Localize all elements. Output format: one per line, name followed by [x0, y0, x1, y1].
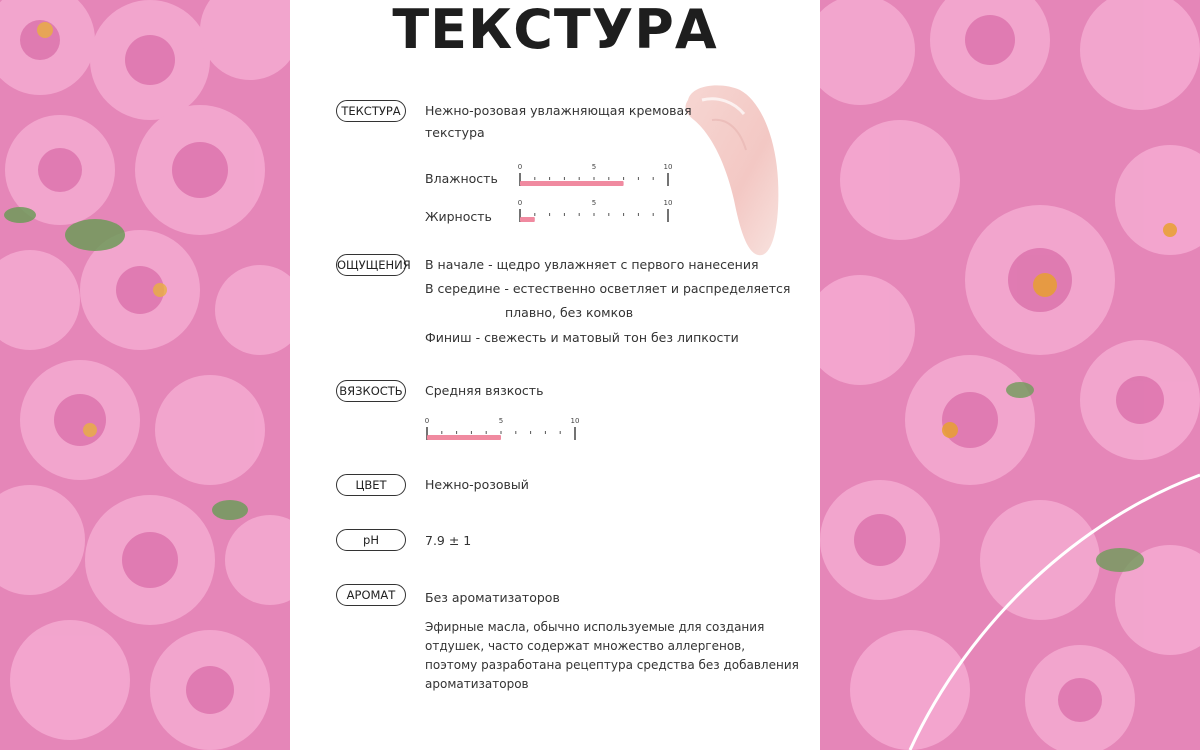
moisture-minor-ticks [535, 177, 653, 180]
aroma-note-line: отдушек, часто содержат множество аллергенов, [425, 639, 746, 653]
aroma-note [425, 618, 805, 694]
sensations-line1: В начале - щедро увлажняет с первого нанесения [425, 257, 759, 272]
aroma-text: Без ароматизаторов [425, 590, 560, 605]
moisture-tick-0: 0 [517, 163, 523, 171]
oiliness-bar [520, 217, 535, 222]
page-title: ТЕКСТУРА [392, 0, 718, 61]
texture-label-pill: ТЕКСТУРА [336, 100, 406, 122]
texture-info-panel [290, 0, 820, 750]
rose-background-left [0, 0, 290, 750]
texture-description-line2: текстура [425, 125, 485, 140]
ph-label-pill: pH [336, 529, 406, 551]
texture-description-line1: Нежно-розовая увлажняющая кремовая [425, 103, 692, 118]
rose-background-right [820, 0, 1200, 750]
color-text: Нежно-розовый [425, 477, 529, 492]
sensations-line2: В середине - естественно осветляет и распределяется [425, 281, 791, 296]
moisture-scale [516, 162, 672, 190]
viscosity-label-pill: ВЯЗКОСТЬ [336, 380, 406, 402]
viscosity-minor-ticks [442, 431, 560, 434]
oiliness-tick-0: 0 [517, 199, 523, 207]
viscosity-tick-10: 10 [570, 417, 579, 425]
sensations-line3: плавно, без комков [505, 305, 634, 320]
aroma-note-line: поэтому разработана рецептура средства без добавления [425, 658, 799, 672]
moisture-tick-10: 10 [663, 163, 672, 171]
viscosity-bar [427, 435, 501, 440]
viscosity-scale [423, 416, 579, 444]
moisture-bar [520, 181, 624, 186]
color-label-pill: ЦВЕТ [336, 474, 406, 496]
sensations-label-pill: ОЩУЩЕНИЯ [336, 254, 406, 276]
viscosity-text: Средняя вязкость [425, 383, 544, 398]
sensations-line4: Финиш - свежесть и матовый тон без липкости [425, 330, 739, 345]
oiliness-label: Жирность [425, 209, 492, 224]
aroma-label-pill: АРОМАТ [336, 584, 406, 606]
viscosity-tick-0: 0 [424, 417, 430, 425]
oiliness-tick-5: 5 [591, 199, 597, 207]
ph-value: 7.9 ± 1 [425, 533, 472, 548]
viscosity-tick-5: 5 [498, 417, 504, 425]
cream-swatch-image [682, 80, 782, 260]
aroma-note-line: ароматизаторов [425, 677, 529, 691]
moisture-label: Влажность [425, 171, 498, 186]
oiliness-scale [516, 198, 672, 226]
aroma-note-line: Эфирные масла, обычно используемые для создания [425, 620, 765, 634]
oiliness-tick-10: 10 [663, 199, 672, 207]
moisture-tick-5: 5 [591, 163, 597, 171]
oiliness-minor-ticks [535, 213, 653, 216]
